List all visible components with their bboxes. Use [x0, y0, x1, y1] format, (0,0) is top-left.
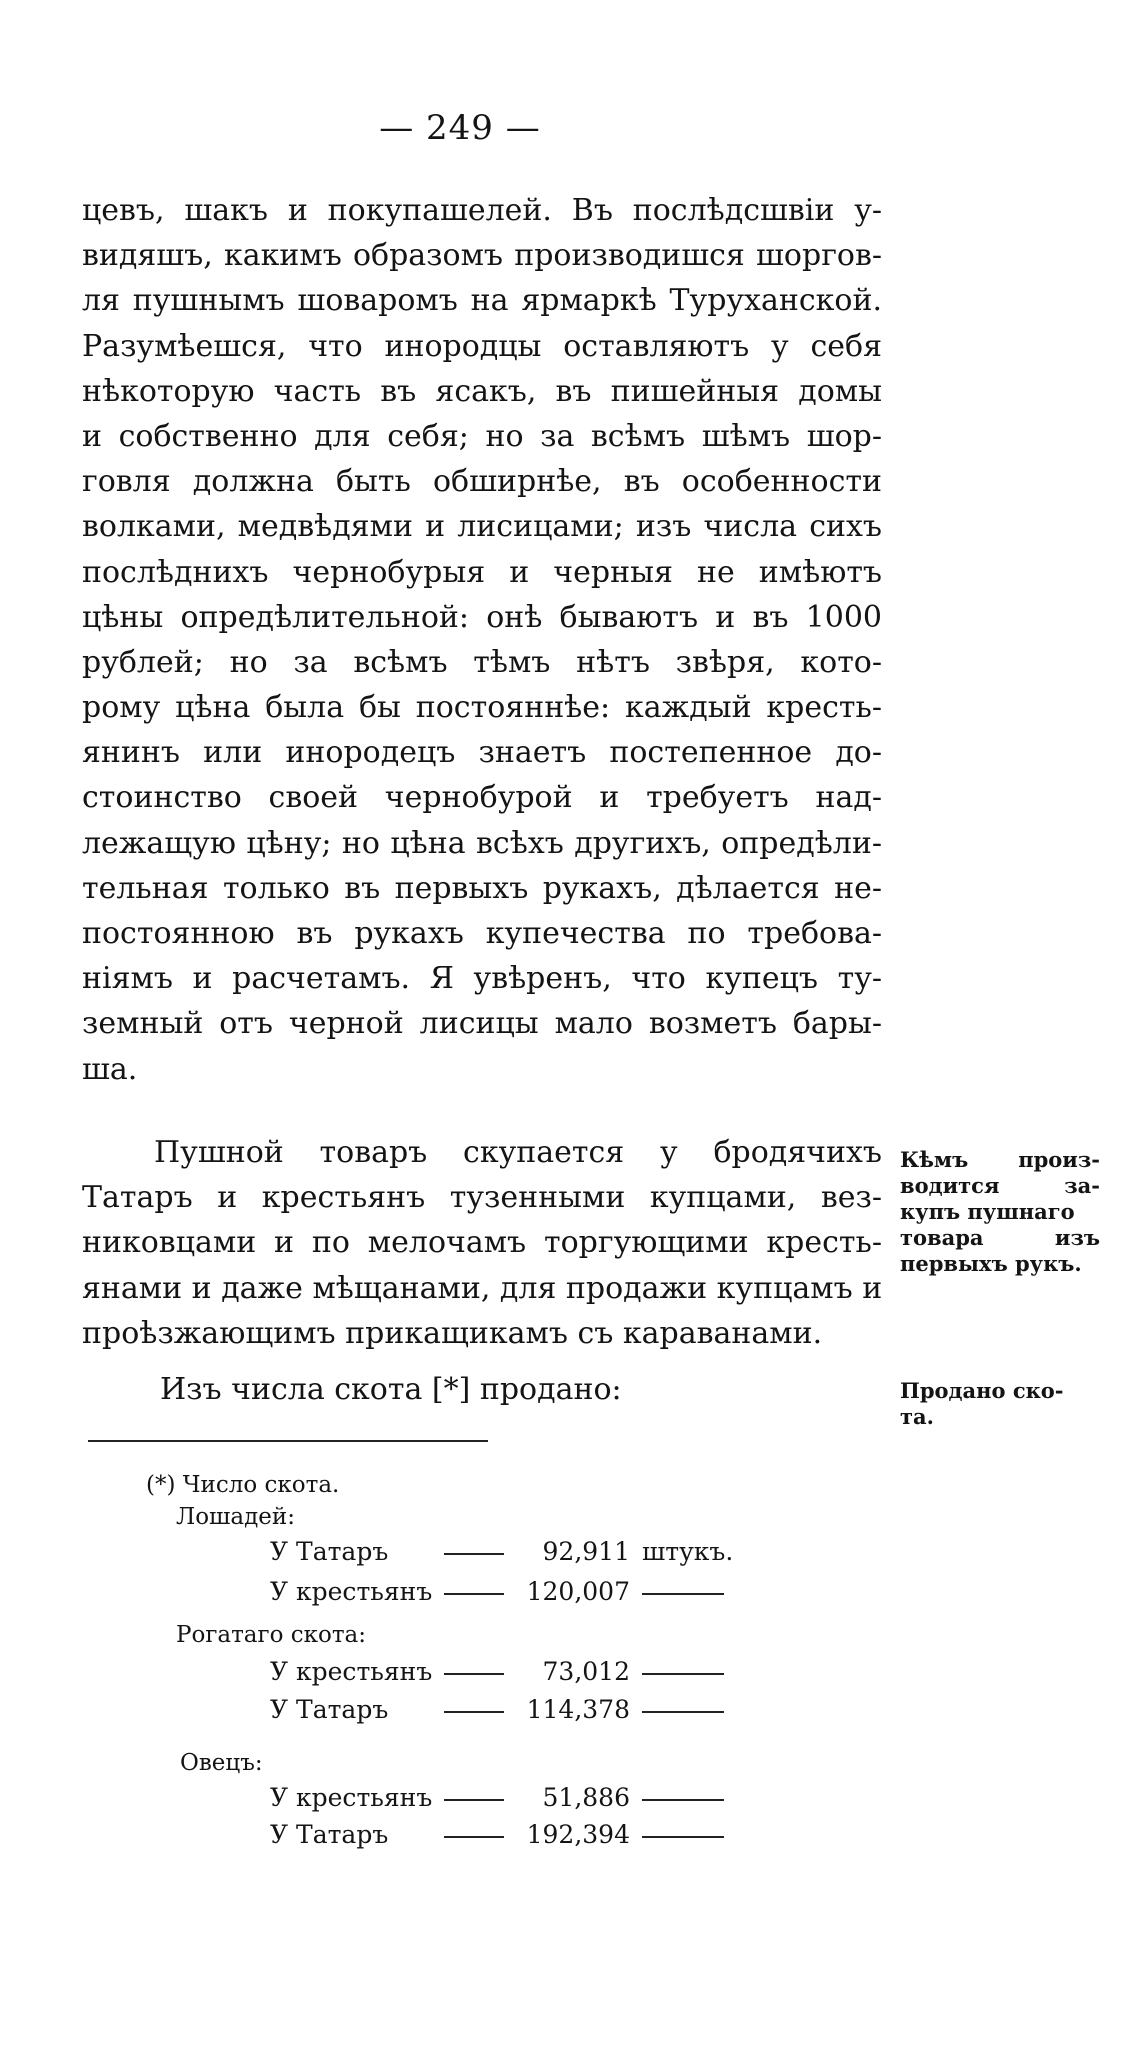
- text-line: говля должна быть обширнѣе, въ особенности: [82, 464, 882, 500]
- footnote-value: 51,886: [542, 1783, 630, 1812]
- text-line: рому цѣна была бы постояннѣе: каждый кресть-: [82, 690, 882, 726]
- text-line: стоинство своей чернобурой и требуетъ над-: [82, 780, 882, 816]
- footnote-value: 114,378: [526, 1695, 630, 1724]
- ditto-dash: [642, 1836, 724, 1838]
- text-line: ша.: [82, 1051, 138, 1087]
- paragraph-1: [82, 188, 882, 1092]
- footnote-unit: штукъ.: [642, 1537, 734, 1566]
- text-line: лежащую цѣну; но цѣна всѣхъ другихъ, опредѣли-: [82, 825, 882, 861]
- footnote-row: [270, 1577, 724, 1606]
- text-line: янами и даже мѣщанами, для продажи купцамъ и: [82, 1270, 883, 1306]
- text-line: Разумѣешся, что инородцы оставляютъ у себя: [82, 328, 882, 364]
- margin-note-line: товара изъ: [900, 1225, 1100, 1250]
- margin-note-line: первыхъ рукъ.: [900, 1251, 1082, 1276]
- footnote-value: 192,394: [526, 1820, 630, 1849]
- text-line: волками, медвѣдями и лисицами; изъ числа сихъ: [82, 509, 882, 545]
- footnote-row: [270, 1820, 724, 1849]
- margin-note-purchase: [900, 1147, 1100, 1277]
- text-line: и собственно для себя; но за всѣмъ шѣмъ шор-: [82, 418, 882, 454]
- page-number: — 249 —: [379, 108, 541, 148]
- margin-note-line: Продано ско-: [900, 1378, 1064, 1403]
- text-line: послѣднихъ чернобурыя и черныя не имѣютъ: [82, 554, 882, 590]
- ditto-dash: [642, 1593, 724, 1595]
- text-line: нѣкоторую часть въ ясакъ, въ пишейныя домы: [82, 373, 882, 409]
- text-line: янинъ или инородецъ знаетъ постепенное до-: [82, 735, 882, 771]
- text-line: земный отъ черной лисицы мало возметъ бары-: [82, 1006, 882, 1042]
- margin-note-line: водится за-: [900, 1173, 1100, 1198]
- text-line: ніямъ и расчетамъ. Я увѣренъ, что купецъ ту-: [82, 961, 882, 997]
- dash-separator: [444, 1836, 504, 1838]
- footnote-owner: У Татаръ: [270, 1695, 389, 1724]
- dash-separator: [444, 1553, 504, 1555]
- text-line: цѣны опредѣлительной: онѣ бываютъ и въ 1000: [82, 599, 882, 635]
- margin-note-line: купъ пушнаго: [900, 1199, 1075, 1224]
- ditto-dash: [642, 1711, 724, 1713]
- paragraph-2: [82, 1130, 882, 1356]
- footnote-value: 120,007: [526, 1577, 630, 1606]
- text-line: цевъ, шакъ и покупашелей. Въ послѣдсшвіи у-: [82, 193, 882, 228]
- footnote-row: [270, 1783, 724, 1812]
- footnote-title: (*) Число скота.: [146, 1472, 340, 1498]
- text-line: никовцами и по мелочамъ торгующими кресть-: [82, 1225, 882, 1261]
- dash-separator: [444, 1799, 504, 1801]
- ditto-dash: [642, 1673, 724, 1675]
- text-line: ля пушнымъ шоваромъ на ярмаркѣ Туруханской.: [82, 283, 882, 319]
- text-line: постоянною въ рукахъ купечества по требова-: [82, 916, 882, 951]
- dash-separator: [444, 1593, 504, 1595]
- footnote-owner: У крестьянъ: [270, 1783, 433, 1812]
- footnote-value: 92,911: [542, 1537, 630, 1566]
- footnote-value: 73,012: [542, 1657, 630, 1686]
- margin-note-line: Кѣмъ произ-: [900, 1147, 1100, 1172]
- footnote-row: [270, 1537, 733, 1566]
- margin-note-cattle: [900, 1378, 1100, 1430]
- ditto-dash: [642, 1799, 724, 1801]
- text-line: тельная только въ первыхъ рукахъ, дѣлается не-: [82, 870, 882, 906]
- footnote-group-label: Рогатаго скота:: [176, 1622, 367, 1648]
- footnote-row: [270, 1657, 724, 1686]
- dash-separator: [444, 1673, 504, 1675]
- text-line: проѣзжающимъ прикащикамъ съ караванами.: [82, 1315, 823, 1351]
- footnote-divider: [88, 1440, 488, 1442]
- footnote-owner: У Татаръ: [270, 1820, 389, 1849]
- text-line: Татаръ и крестьянъ тузенными купцами, вез-: [82, 1180, 882, 1216]
- footnote-group-label: Овецъ:: [180, 1750, 263, 1776]
- paragraph-3: Изъ числа скота [*] продано:: [160, 1372, 622, 1407]
- text-line: видяшъ, какимъ образомъ производишся шоргов-: [82, 238, 882, 274]
- text-line: рублей; но за всѣмъ тѣмъ нѣтъ звѣря, кото-: [82, 644, 882, 680]
- dash-separator: [444, 1711, 504, 1713]
- footnote-owner: У Татаръ: [270, 1537, 389, 1566]
- margin-note-line: та.: [900, 1404, 934, 1429]
- footnote-owner: У крестьянъ: [270, 1577, 433, 1606]
- footnote-row: [270, 1695, 724, 1724]
- footnote-group-label: Лошадей:: [176, 1504, 295, 1530]
- text-line: Пушной товаръ скупается у бродячихъ: [154, 1135, 882, 1170]
- footnote-owner: У крестьянъ: [270, 1657, 433, 1686]
